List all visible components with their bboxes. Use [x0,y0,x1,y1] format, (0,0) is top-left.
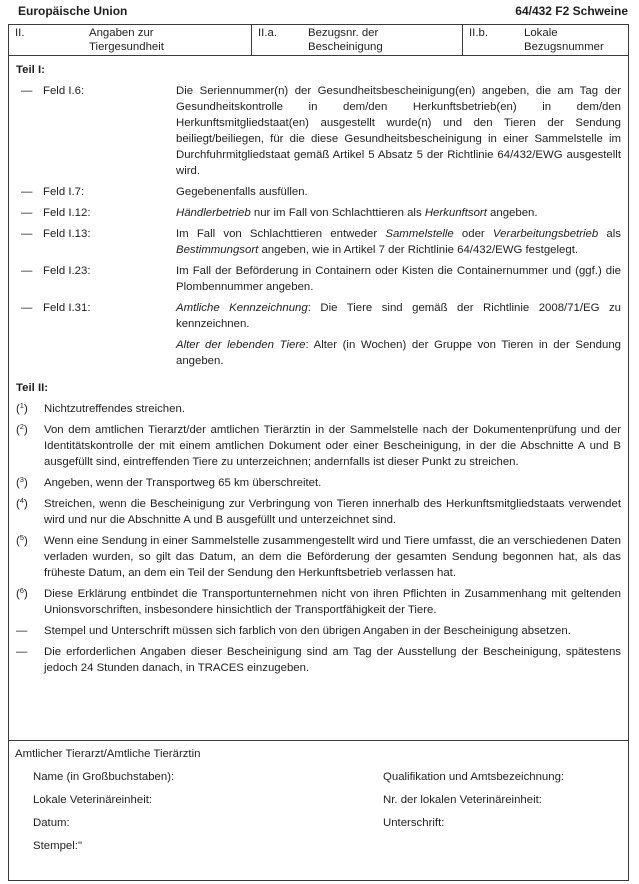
text-segment: Im Fall der Beförderung in Containern oder Kisten die Containernummer und (ggf.) die Plombennummer angeben. [176,265,621,293]
footnote-row [16,496,621,528]
dash-marker: — [21,265,33,277]
footnote-row [16,401,621,417]
italic-term: Verarbeitungsbetrieb [492,228,599,240]
field-label: Feld I.6: [43,85,85,97]
dash-marker: — [21,207,33,219]
footnote-row [16,623,621,639]
field-description [176,83,621,179]
dash-marker: — [21,228,33,240]
footnote-text: Nichtzutreffendes streichen. [44,403,185,415]
italic-term: Amtliche Kennzeichnung [176,302,308,314]
field-label: Feld I.23: [43,265,91,277]
text-segment: Die Seriennummer(n) der Gesundheitsbescheinigung(en) angeben, die am Tag der Gesundheitskontrolle in dem/den Herkunftsbetrieb(en) in dem/den Herkunftsmitgliedstaat(en) ausgestellt wurde(n) und den Tieren der Sendung beiliegt/beiliegen, für die diese Gesundheitsbescheinigung in einer Sammelstelle im Durchfuhrmitgliedstaat gemäß Artikel 5 Absatz 5 der Richtlinie 64/432/EWG ausgestellt wird. [176,85,621,177]
signature-row [15,815,621,831]
dash-marker: — [21,186,33,198]
footnote-text: Wenn eine Sendung in einer Sammelstelle zusammengestellt wird und Tiere umfasst, die an verschiedenen Daten verladen wurden, so gilt das Datum, an dem die Beförderung der gesamten Sendung begonnen hat, als das früheste Datum, an dem ein Teil der Sendung den Herkunftsbetrieb verlassen hat. [44,535,621,579]
qualification-label: Qualifikation und Amtsbezeichnung: [383,771,565,783]
footnote-number: 2 [19,422,24,431]
field-label: Feld I.12: [43,207,91,219]
cell-label: Lokale Bezugsnummer [524,27,604,53]
footnote-number: 4 [19,496,24,505]
field-label [43,337,176,369]
doc-header-right: 64/432 F2 Schweine [515,4,628,18]
local-vet-unit-number-label: Nr. der lokalen Veterinäreinheit: [383,794,542,806]
field-description [176,226,621,258]
text-segment: : Die Tiere sind gemäß der Richtlinie 2008/71/EG zu kennzeichnen. [176,302,622,330]
signature-row [15,792,621,808]
italic-term: Bestimmungsort [176,244,259,256]
footnote-marker: ($^2$) [16,422,28,436]
footnote-number: 5 [19,533,24,542]
signature-label: Unterschrift: [383,817,445,829]
footnote-row [16,533,621,581]
field-label: Feld I.7: [43,186,85,198]
certificate-border-box [8,24,629,881]
footnote-marker: ($^1$) [16,401,28,415]
date-label: Datum: [33,817,70,829]
dash-marker: — [21,302,33,314]
field-note-row [21,184,621,200]
italic-term: Händlerbetrieb [176,207,251,219]
cell-label: Angaben zur Tiergesundheit [89,27,164,53]
text-segment: angeben. [486,207,538,219]
field-note-row [21,205,621,221]
section-teil1-heading: Teil I: [16,64,45,76]
footnote-row [16,586,621,618]
footnote-text: Stempel und Unterschrift müssen sich farblich von den übrigen Angaben in der Bescheinigung absetzen. [44,625,571,637]
text-segment: Gegebenenfalls ausfüllen. [176,186,308,198]
field-note-row [21,337,621,369]
header-cell-local-reference [463,25,628,55]
cell-number: II.a. [258,27,277,39]
field-description [176,205,621,221]
signature-section [9,740,628,880]
footnote-marker: ($^5$) [16,533,28,547]
text-segment: oder [453,228,493,240]
name-label: Name (in Großbuchstaben): [33,771,175,783]
footnote-number: 1 [19,401,24,410]
italic-term: Alter der lebenden Tiere [176,339,306,351]
text-segment: nur im Fall von Schlachttieren als [250,207,425,219]
teil1-list [16,83,621,369]
field-description [176,184,621,200]
signature-row [15,838,621,854]
field-note-row [21,226,621,258]
footnote-row [16,422,621,470]
cell-number: II.b. [469,27,488,39]
field-note-row [21,83,621,179]
footnote-number: 3 [19,475,24,484]
footnote-number: 6 [19,586,24,595]
footnote-text: Die erforderlichen Angaben dieser Bescheinigung sind am Tag der Ausstellung der Bescheinigung, spätestens jedoch 24 Stunden danach, in TRACES einzugeben. [44,646,621,674]
footnote-marker: ($^6$) [16,586,28,600]
italic-term: Herkunftsort [424,207,487,219]
header-cell-certificate-reference [251,25,463,55]
doc-header-left: Europäische Union [18,4,128,18]
field-description [176,263,621,295]
field-description [176,337,621,369]
section-teil2-heading: Teil II: [16,382,49,394]
text-segment: als [598,228,621,240]
field-note-row [21,263,621,295]
footnote-text: Von dem amtlichen Tierarzt/der amtlichen Tierärztin in der Sammelstelle nach der Dokumentenprüfung und der Identitätskontrolle der mit einem amtlichen Dokument oder einer Bescheinigung, in der die Abschnitte A und B ausgefüllt sind, eintreffenden Tiere zu unterzeichnen; andernfalls ist dieser Punkt zu streichen. [44,424,621,468]
footnote-text: Diese Erklärung entbindet die Transportunternehmen nicht von ihren Pflichten in Zusammenhang mit geltenden Unionsvorschriften, insbesondere hinsichtlich der Transportfähigkeit der Tiere. [44,588,621,616]
field-note-row [21,300,621,332]
footnote-text: Angeben, wenn der Transportweg 65 km überschreitet. [44,477,322,489]
footnote-text: Streichen, wenn die Bescheinigung zur Verbringung von Tieren innerhalb des Herkunftsmitgliedstaats verwendet wird und nur die Abschnitte A und B ausgefüllt und unterzeichnet sind. [44,498,621,526]
page-header [0,0,639,18]
stamp-label: Stempel:" [33,840,82,852]
footnote-row [16,475,621,491]
header-cell-animal-health [9,25,251,55]
text-segment: Im Fall von Schlachttieren entweder [176,228,386,240]
signature-section-title: Amtlicher Tierarzt/Amtliche Tierärztin [15,748,201,760]
local-vet-unit-label: Lokale Veterinäreinheit: [33,794,153,806]
signature-row [15,769,621,785]
dash-marker: — [21,85,33,97]
footnote-row [16,644,621,676]
table-header-row [9,25,628,56]
cell-label: Bezugsnr. der Bescheinigung [308,27,383,53]
text-segment: : Alter (in Wochen) der Gruppe von Tieren in der Sendung angeben. [176,339,621,367]
text-segment: angeben, wie in Artikel 7 der Richtlinie 64/432/EWG festgelegt. [258,244,579,256]
dash-marker: — [16,646,28,658]
cell-number: II. [15,27,25,39]
dash-marker [21,337,43,369]
footnote-marker: ($^3$) [16,475,28,489]
notes-body [9,56,628,740]
teil2-list [16,401,621,676]
field-label: Feld I.13: [43,228,91,240]
dash-marker: — [16,625,28,637]
footnote-marker: ($^4$) [16,496,28,510]
field-description [176,300,621,332]
field-label: Feld I.31: [43,302,91,314]
italic-term: Sammelstelle [385,228,454,240]
